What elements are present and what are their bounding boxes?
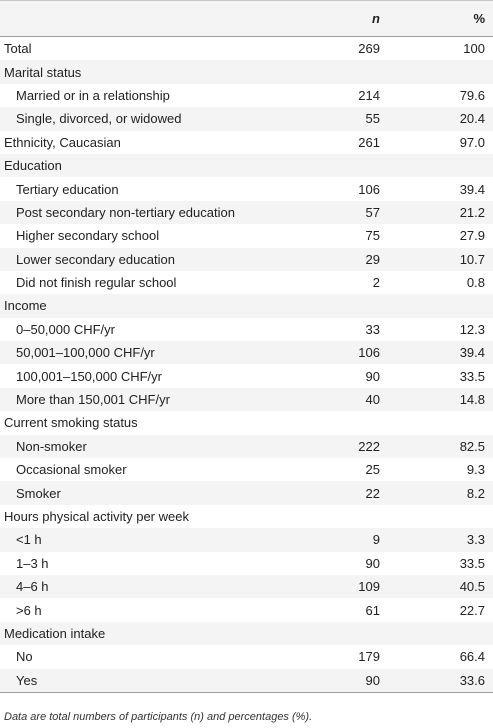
table-row <box>0 552 493 575</box>
row-n-value: 22 <box>365 485 380 501</box>
row-pct-value <box>400 60 493 83</box>
row-n-value <box>300 411 400 434</box>
row-n-value: 179 <box>358 649 380 665</box>
row-n-value: 109 <box>358 579 380 595</box>
row-n-value <box>300 622 400 645</box>
row-pct-value <box>400 622 493 645</box>
row-n-value: 40 <box>365 392 380 408</box>
row-label: Hours physical activity per week <box>4 509 189 524</box>
row-sublabel: 50,001–100,000 CHF/yr <box>16 345 155 361</box>
row-sublabel: Tertiary education <box>16 181 119 197</box>
row-n-value: 214 <box>358 87 380 103</box>
row-label: Marital status <box>4 64 82 80</box>
table-footnote: Data are total numbers of participants (n) and percentages (%). <box>4 711 313 723</box>
table-row <box>0 481 493 504</box>
table-row <box>0 505 493 528</box>
table-row <box>0 575 493 598</box>
row-pct-value: 40.5 <box>459 579 485 595</box>
table-row <box>0 37 493 61</box>
table-row <box>0 318 493 341</box>
row-n-value: 9 <box>372 532 380 548</box>
row-sublabel: 4–6 h <box>16 579 49 595</box>
table-row <box>0 622 493 645</box>
row-pct-value: 39.4 <box>459 181 485 197</box>
table-row <box>0 598 493 621</box>
row-pct-value: 14.8 <box>459 392 485 408</box>
table-row <box>0 528 493 551</box>
row-n-value: 90 <box>365 368 380 384</box>
table-row <box>0 201 493 224</box>
row-sublabel: Single, divorced, or widowed <box>16 111 182 127</box>
row-label: Medication intake <box>4 625 106 641</box>
row-label: Total <box>4 41 32 57</box>
table-row <box>0 107 493 130</box>
row-n-value: 261 <box>358 134 380 150</box>
row-n-value: 106 <box>358 345 380 361</box>
header-pct-cell: % <box>473 11 485 26</box>
row-pct-value: 33.6 <box>459 672 485 688</box>
row-sublabel: Higher secondary school <box>16 228 160 244</box>
table-row <box>0 341 493 364</box>
row-pct-value: 100 <box>463 41 485 57</box>
row-pct-value: 97.0 <box>459 134 485 150</box>
table-row <box>0 458 493 481</box>
row-sublabel: No <box>16 649 33 665</box>
table-row <box>0 388 493 411</box>
row-sublabel: Did not finish regular school <box>16 275 177 291</box>
row-pct-value <box>400 505 493 528</box>
row-sublabel: More than 150,001 CHF/yr <box>16 392 170 408</box>
table-body <box>0 37 493 693</box>
row-sublabel: 100,001–150,000 CHF/yr <box>16 368 162 384</box>
table-row <box>0 364 493 387</box>
row-label: Current smoking status <box>4 415 138 431</box>
row-pct-value: 22.7 <box>459 602 485 618</box>
row-pct-value: 9.3 <box>466 462 485 478</box>
row-n-value: 57 <box>365 204 380 220</box>
row-sublabel: Post secondary non-tertiary education <box>16 204 235 220</box>
table-row <box>0 224 493 247</box>
row-label: Ethnicity, Caucasian <box>4 134 121 150</box>
table-row <box>0 271 493 294</box>
row-sublabel: Lower secondary education <box>16 251 175 267</box>
table-row <box>0 84 493 107</box>
row-n-value: 222 <box>358 438 380 454</box>
row-pct-value: 66.4 <box>459 649 485 665</box>
table-header-row <box>0 1 493 37</box>
row-n-value: 106 <box>358 181 380 197</box>
row-n-value <box>300 505 400 528</box>
row-pct-value: 20.4 <box>459 111 485 127</box>
row-sublabel: Married or in a relationship <box>16 87 170 103</box>
row-pct-value: 79.6 <box>459 87 485 103</box>
row-n-value: 33 <box>365 321 380 337</box>
row-pct-value: 33.5 <box>459 368 485 384</box>
row-pct-value: 39.4 <box>459 345 485 361</box>
row-n-value: 55 <box>365 111 380 127</box>
row-sublabel: <1 h <box>16 532 42 548</box>
row-pct-value: 82.5 <box>459 438 485 454</box>
table-row <box>0 294 493 317</box>
row-label: Income <box>4 298 47 314</box>
row-n-value: 269 <box>358 41 380 57</box>
row-sublabel: Yes <box>16 672 38 688</box>
header-n-cell: n <box>372 11 380 26</box>
row-sublabel: Occasional smoker <box>16 462 127 478</box>
row-n-value <box>300 294 400 317</box>
row-sublabel: 1–3 h <box>16 555 49 571</box>
row-pct-value: 12.3 <box>459 321 485 337</box>
table-row <box>0 435 493 458</box>
row-n-value <box>300 60 400 83</box>
row-n-value: 90 <box>365 555 380 571</box>
table-row <box>0 248 493 271</box>
row-pct-value: 27.9 <box>459 228 485 244</box>
row-n-value: 2 <box>372 275 380 291</box>
row-n-value: 29 <box>365 251 380 267</box>
row-pct-value: 8.2 <box>466 485 485 501</box>
row-sublabel: 0–50,000 CHF/yr <box>16 321 115 337</box>
table-row <box>0 669 493 693</box>
row-n-value: 75 <box>365 228 380 244</box>
table-row <box>0 411 493 434</box>
row-sublabel: Smoker <box>16 485 61 501</box>
row-pct-value: 21.2 <box>459 204 485 220</box>
row-sublabel: >6 h <box>16 602 42 618</box>
table-row <box>0 645 493 668</box>
row-pct-value <box>400 411 493 434</box>
row-n-value: 90 <box>365 672 380 688</box>
row-sublabel: Non-smoker <box>16 438 87 454</box>
table-row <box>0 60 493 83</box>
row-n-value: 61 <box>365 602 380 618</box>
row-n-value <box>300 154 400 177</box>
row-pct-value <box>400 294 493 317</box>
row-pct-value: 10.7 <box>459 251 485 267</box>
table-row <box>0 131 493 154</box>
row-pct-value: 33.5 <box>459 555 485 571</box>
row-n-value: 25 <box>365 462 380 478</box>
header-label-cell <box>0 1 300 37</box>
row-pct-value: 3.3 <box>466 532 485 548</box>
table-row <box>0 177 493 200</box>
table-row <box>0 154 493 177</box>
row-pct-value: 0.8 <box>466 275 485 291</box>
row-label: Education <box>4 158 62 174</box>
row-pct-value <box>400 154 493 177</box>
